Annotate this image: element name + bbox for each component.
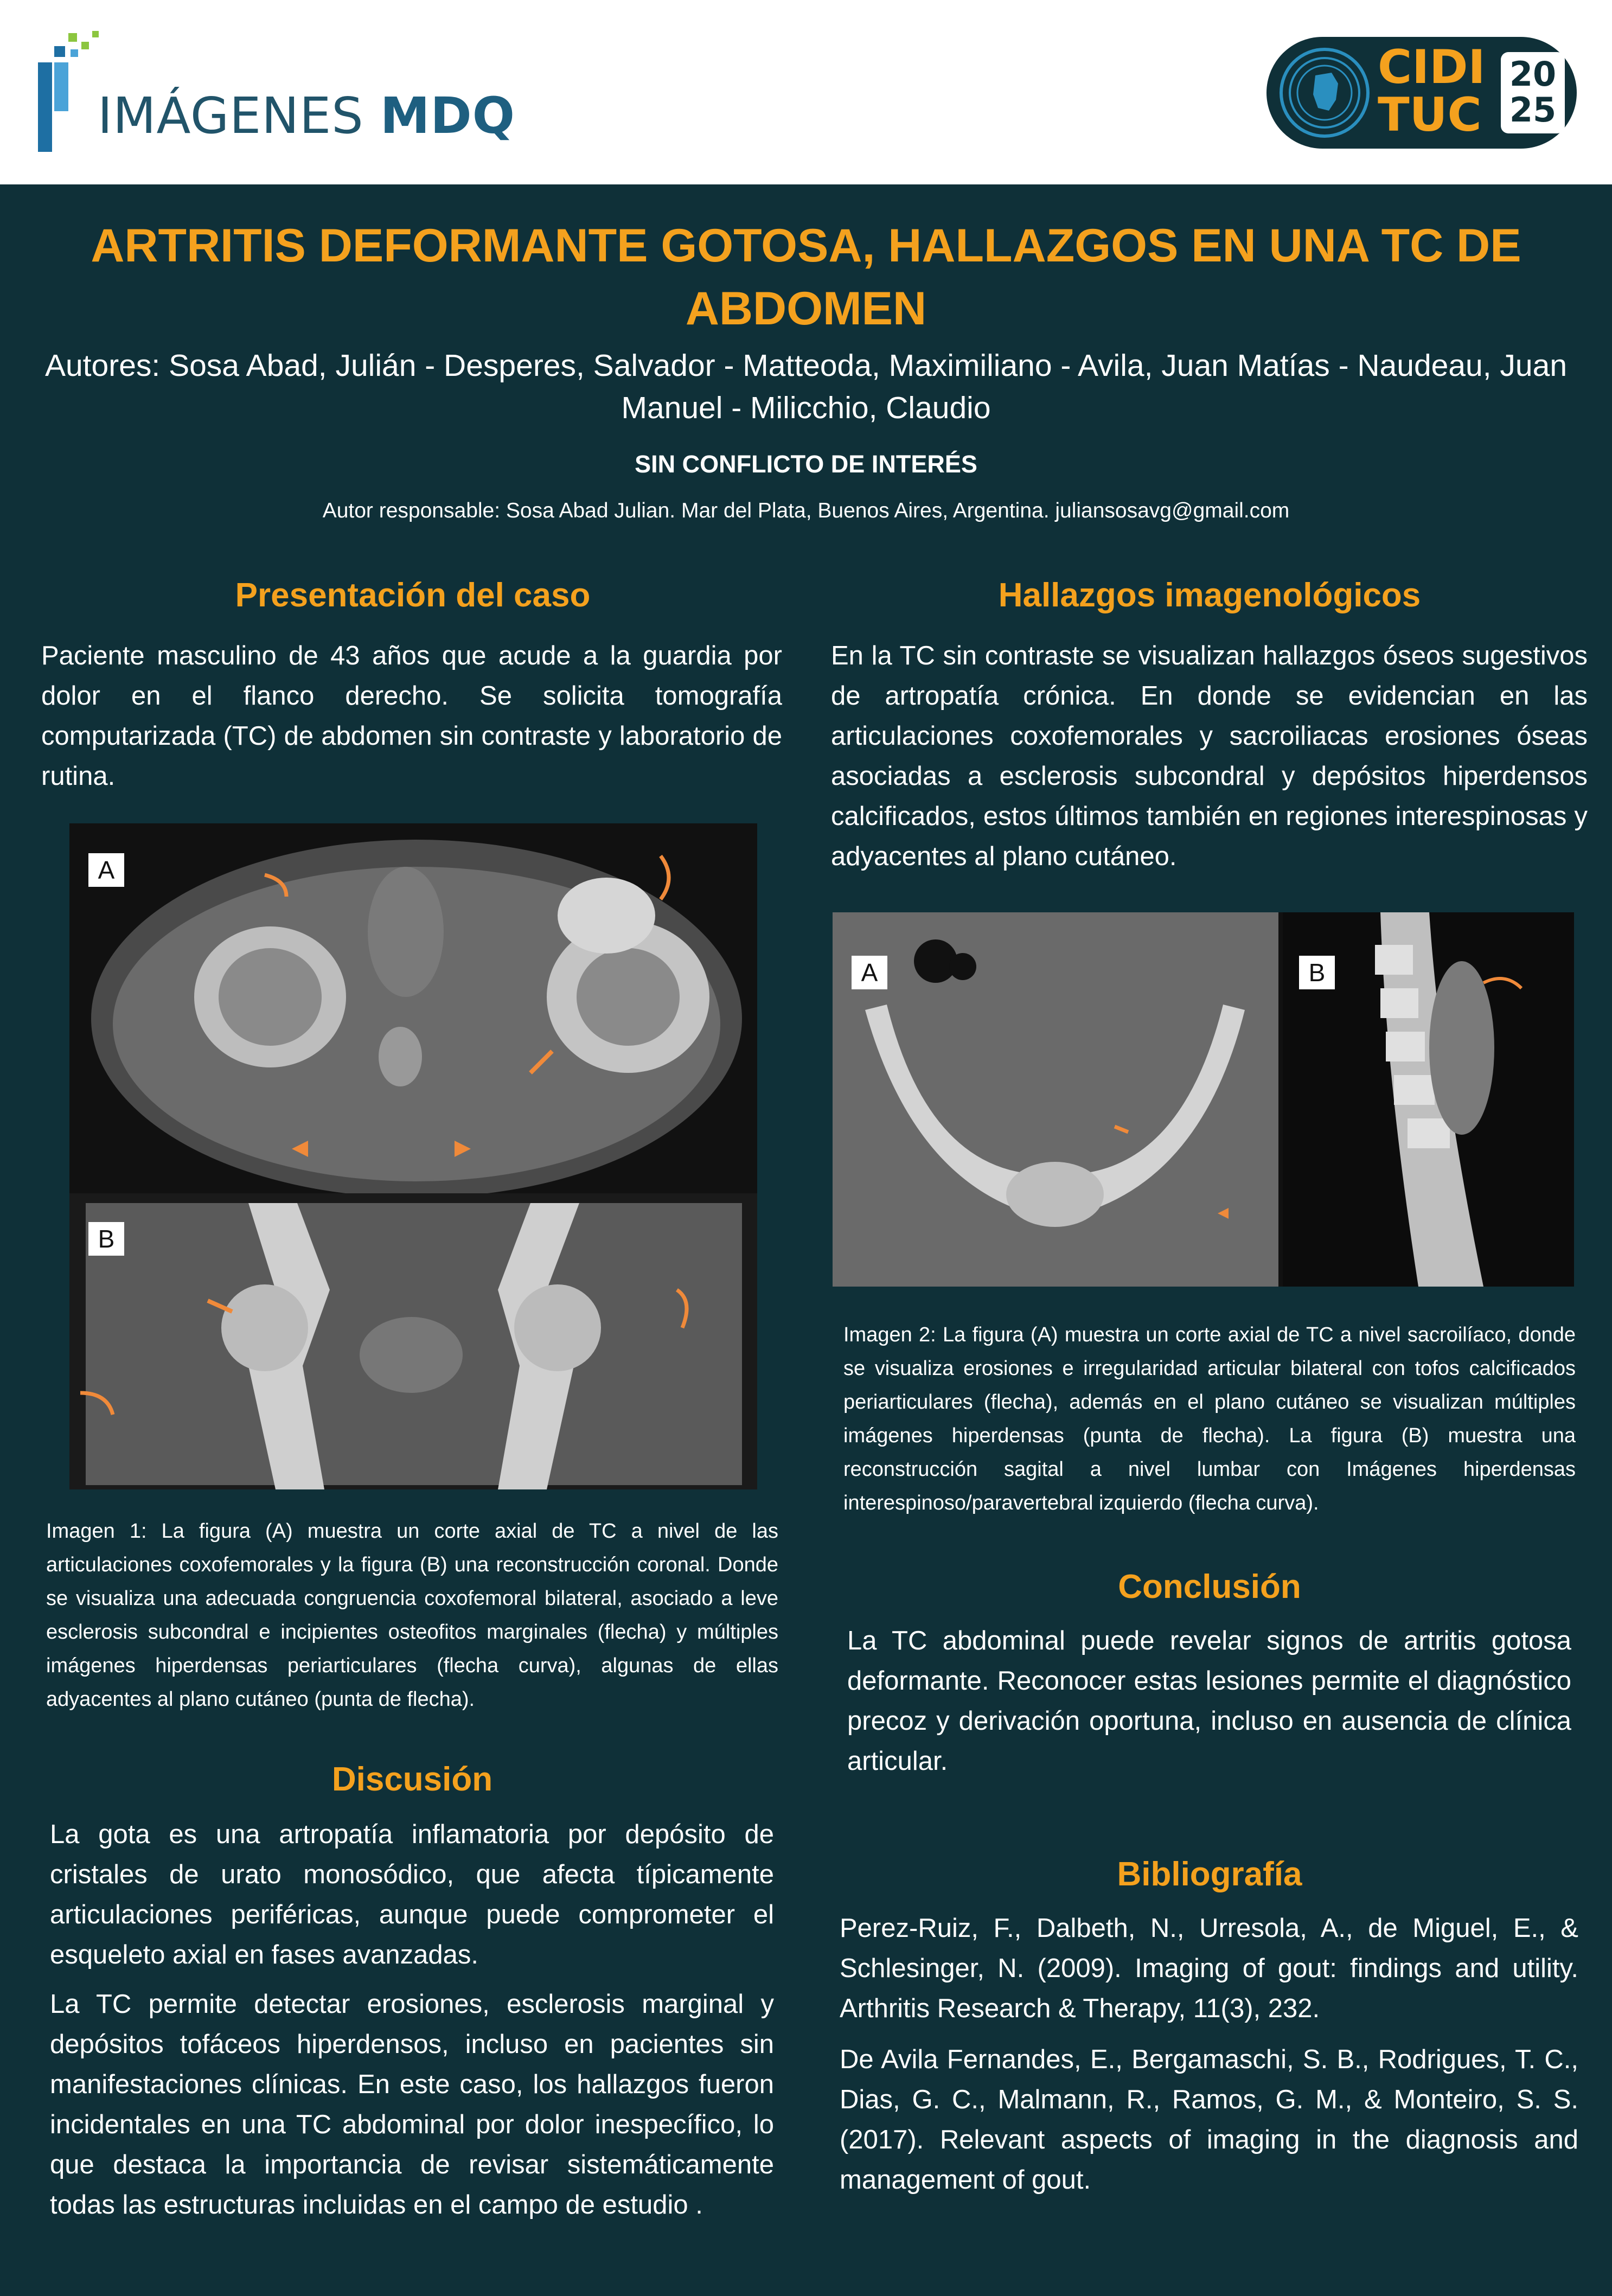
cidi-tuc-wordmark: CIDI TUC — [1378, 40, 1486, 142]
figure-2-caption: Imagen 2: La figura (A) muestra un corte axial de TC a nivel sacroilíaco, donde se visualiza erosiones e irregularidad articular bilateral con tofos calcificados periarticulares (flecha), además en el plano cutáneo se visualizan múltiples imágenes hiperdensas (punta de flecha). La figura (B) muestra una reconstrucción sagital a nivel lumbar con Imágenes hiperdensas interespinoso/paravertebral izquierdo (flecha curva). — [843, 1323, 1576, 1514]
authors-line: Autores: Sosa Abad, Julián - Desperes, Salvador - Matteoda, Maximiliano - Avila, Juan Matías - Naudeau, Juan Manuel - Milicchio, Claudio — [44, 348, 1568, 425]
map-emblem-icon — [1277, 46, 1372, 140]
discussion-text-2: La TC permite detectar erosiones, esclerosis marginal y depósitos tofáceos hiperdensos, incluso en pacientes sin manifestaciones clínicas. En este caso, los hallazgos fueron incidentales en una TC abdominal por dolor inespecífico, lo que destaca la importancia de revisar sistemáticamente todas las estructuras incluidas en el campo de estudio . — [50, 1990, 774, 2220]
discussion-heading: Discusión — [331, 1761, 493, 1798]
figure-2-ct-image — [833, 912, 1574, 1287]
figure-1-ct-image — [69, 823, 757, 1489]
figure-1-label-a: A — [88, 853, 124, 887]
bibliography-heading: Bibliografía — [1117, 1856, 1302, 1893]
discussion-text-1: La gota es una artropatía inflamatoria por depósito de cristales de urato monosódico, que afecta típicamente articulaciones periféricas, aunque puede comprometer el esqueleto axial en fases avanzadas. — [50, 1820, 774, 1969]
findings-text: En la TC sin contraste se visualizan hallazgos óseos sugestivos de artropatía crónica. En donde se evidencian en las articulaciones coxofemorales y sacroiliacas erosiones óseas asociadas a esclerosis subcondral y depósitos hiperdensos calcificados, estos últimos también en regiones interespinosas y adyacentes al plano cutáneo. — [831, 641, 1588, 871]
figure-2-label-b: B — [1299, 956, 1335, 989]
figure-2 — [833, 912, 1574, 1287]
year-badge: 20 25 — [1501, 52, 1565, 133]
findings-heading: Hallazgos imagenológicos — [998, 577, 1421, 614]
imagenes-mdq-logo — [38, 30, 515, 155]
figure-1-label-b: B — [88, 1222, 124, 1256]
case-text: Paciente masculino de 43 años que acude a la guardia por dolor en el flanco derecho. Se solicita tomografía computarizada (TC) de abdomen sin contraste y laboratorio de rutina. — [41, 641, 782, 791]
figure-1 — [69, 823, 757, 1489]
bibliography-ref-1: Perez-Ruiz, F., Dalbeth, N., Urresola, A., de Miguel, E., & Schlesinger, N. (2009). Imaging of gout: findings and utility. Arthritis Research & Therapy, 11(3), 232. — [840, 1914, 1578, 2023]
case-heading: Presentación del caso — [235, 577, 591, 614]
poster-title: ARTRITIS DEFORMANTE GOTOSA, HALLAZGOS EN UNA TC DE ABDOMEN — [91, 220, 1521, 335]
responsible-author: Autor responsable: Sosa Abad Julian. Mar del Plata, Buenos Aires, Argentina. juliansosavg@gmail.com — [322, 499, 1290, 522]
figure-1-caption: Imagen 1: La figura (A) muestra un corte axial de TC a nivel de las articulaciones coxofemorales y la figura (B) una reconstrucción coronal. Donde se visualiza una adecuada congruencia coxofemoral bilateral, asociado a leve esclerosis subcondral e incipientes osteofitos marginales (flecha) y múltiples imágenes hiperdensas periarticulares (flecha curva), algunas de ellas adyacentes al plano cutáneo (punta de flecha). — [46, 1520, 778, 1711]
figure-2-label-a: A — [852, 956, 887, 989]
conflict-statement: SIN CONFLICTO DE INTERÉS — [635, 450, 977, 478]
logo-text: IMÁGENES MDQ — [98, 87, 515, 145]
cidi-tuc-logo — [1266, 37, 1577, 149]
bibliography-ref-2: De Avila Fernandes, E., Bergamaschi, S. B., Rodrigues, T. C., Dias, G. C., Malmann, R., Ramos, G. M., & Monteiro, S. S. (2017). Relevant aspects of imaging in the diagnosis and management of gout. — [840, 2045, 1578, 2195]
conclusion-heading: Conclusión — [1118, 1568, 1301, 1606]
poster-header — [0, 0, 1612, 184]
conclusion-text: La TC abdominal puede revelar signos de artritis gotosa deformante. Reconocer estas lesiones permite el diagnóstico precoz y derivación oportuna, incluso en ausencia de clínica articular. — [847, 1626, 1571, 1776]
